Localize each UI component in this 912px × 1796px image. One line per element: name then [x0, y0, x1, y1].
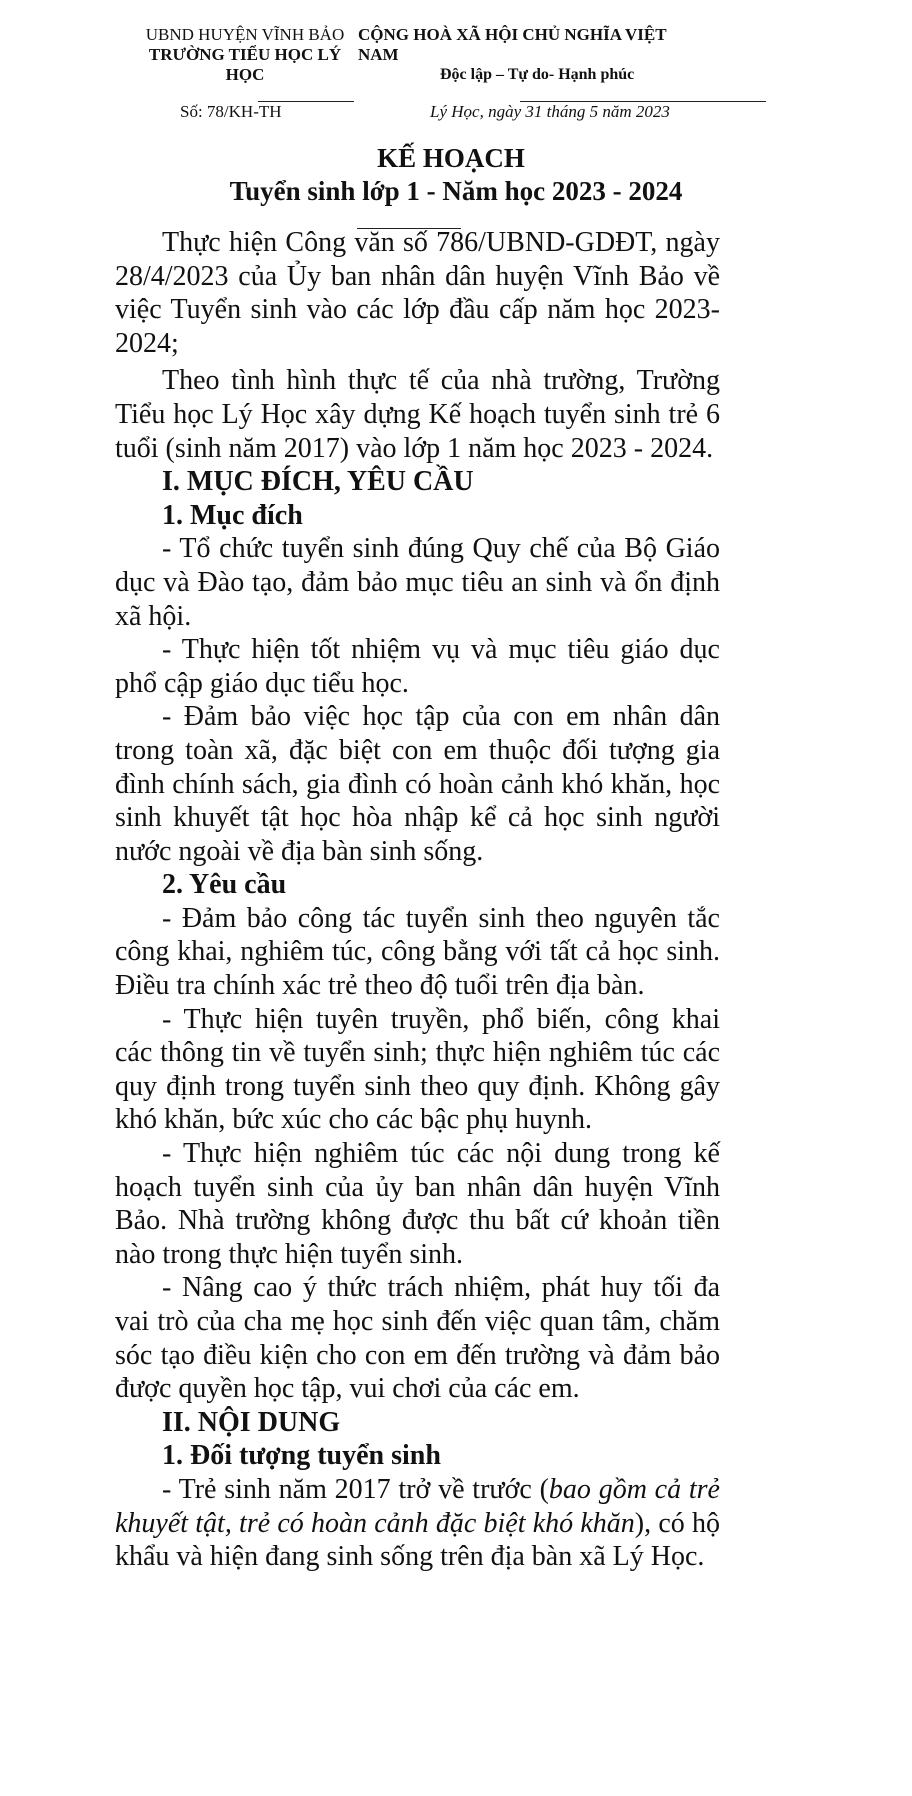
national-title-line: CỘNG HOÀ XÃ HỘI CHỦ NGHĨA VIỆT	[358, 25, 667, 44]
text-line: 1. Đối tượng tuyển sinh	[162, 1440, 441, 1472]
paragraph	[115, 226, 720, 360]
paragraph	[115, 1271, 720, 1405]
subtitle: Tuyển sinh lớp 1 - Năm học 2023 - 2024	[229, 176, 683, 206]
paragraph	[115, 700, 720, 868]
section-heading	[115, 868, 720, 902]
text-line: - Thực hiện nghiêm túc các nội dung trong kế	[162, 1138, 720, 1170]
national-title	[358, 25, 718, 85]
text-line: việc Tuyển sinh vào các lớp đầu cấp năm học 2023-	[115, 294, 720, 326]
text-line: - Tổ chức tuyển sinh đúng Quy chế của Bộ Giáo	[162, 533, 720, 565]
text-line	[115, 1507, 720, 1541]
text-line: vai trò của cha mẹ học sinh đến việc quan tâm, chăm	[115, 1306, 720, 1337]
agency-line: UBND HUYỆN VĨNH BẢO	[145, 25, 345, 44]
paragraph	[115, 902, 720, 1003]
text-line: xã hội.	[115, 600, 192, 632]
text-line: - Nâng cao ý thức trách nhiệm, phát huy tối đa	[162, 1272, 720, 1304]
text-line: II. NỘI DUNG	[162, 1406, 341, 1438]
paragraph	[115, 1003, 720, 1137]
paragraph	[115, 1137, 720, 1271]
text-run: ), có hộ	[634, 1507, 720, 1539]
paragraph	[115, 364, 720, 465]
text-line: các thông tin về tuyển sinh; thực hiện nghiêm túc các	[115, 1037, 720, 1069]
text-line: trong toàn xã, đặc biệt con em thuộc đối tượng gia	[115, 734, 720, 766]
text-line: Điều tra chính xác trẻ theo độ tuổi trên địa bàn.	[115, 970, 645, 1002]
national-title-line: NAM	[358, 45, 399, 64]
text-line: - Thực hiện tốt nhiệm vụ và mục tiêu giáo dục	[162, 634, 720, 666]
text-line: - Đảm bảo việc học tập của con em nhân dân	[162, 701, 720, 733]
school-name-line: TRƯỜNG TIỂU HỌC LÝ	[148, 45, 342, 64]
text-line: 1. Mục đích	[162, 499, 303, 531]
title: KẾ HOẠCH	[377, 143, 525, 173]
text-line: - Thực hiện tuyên truyền, phổ biến, công khai	[162, 1003, 720, 1035]
text-run: - Trẻ sinh năm 2017 trở về trước (	[162, 1473, 549, 1505]
text-line: phổ cập giáo dục tiểu học.	[115, 667, 409, 699]
text-line: nào trong thực hiện tuyển sinh.	[115, 1238, 464, 1270]
text-line: sinh khuyết tật học hòa nhập kể cả học sinh người	[115, 802, 720, 834]
document-number: Số: 78/KH-TH	[180, 102, 282, 121]
section-heading	[115, 465, 720, 499]
text-line: khó khăn, bức xúc cho các bậc phụ huynh.	[115, 1104, 593, 1136]
text-line: - Đảm bảo công tác tuyển sinh theo nguyên tắc	[162, 902, 720, 934]
text-line	[115, 1473, 720, 1507]
paragraph	[115, 633, 720, 700]
school-name-line: HỌC	[225, 65, 265, 84]
document-date: Lý Học, ngày 31 tháng 5 năm 2023	[430, 102, 670, 121]
issuing-agency	[120, 25, 370, 85]
text-line: Theo tình hình thực tế của nhà trường, Trường	[162, 365, 720, 397]
text-line: Tiểu học Lý Học xây dựng Kế hoạch tuyển sinh trẻ 6	[115, 398, 720, 430]
italic-text-run: khuyết tật, trẻ có hoàn cảnh đặc biệt khó khăn	[115, 1507, 635, 1539]
text-line: Bảo. Nhà trường không được thu bất cứ khoản tiền	[115, 1205, 720, 1237]
paragraph	[115, 532, 720, 633]
document-title	[0, 142, 912, 208]
text-line: 28/4/2023 của Ủy ban nhân dân huyện Vĩnh Bảo về	[115, 260, 720, 292]
national-motto: Độc lập – Tự do- Hạnh phúc	[440, 66, 635, 83]
text-line: đình chính sách, gia đình có hoàn cảnh khó khăn, học	[115, 768, 720, 800]
paragraph	[115, 1473, 720, 1574]
text-line: quy định trong tuyển sinh theo quy định. Không gây	[115, 1070, 720, 1102]
text-line: nước ngoài về địa bàn sinh sống.	[115, 835, 484, 867]
text-line: khẩu và hiện đang sinh sống trên địa bàn xã Lý Học.	[115, 1541, 705, 1573]
text-line: dục và Đào tạo, đảm bảo mục tiêu an sinh và ổn định	[115, 566, 720, 598]
document-body	[115, 226, 720, 1574]
section-heading	[115, 1406, 720, 1440]
text-line: hoạch tuyển sinh của ủy ban nhân dân huyện Vĩnh	[115, 1171, 720, 1203]
text-line: sóc tạo điều kiện cho con em đến trường và đảm bảo	[115, 1339, 720, 1371]
text-line: 2024;	[115, 327, 179, 359]
text-line: công khai, nghiêm túc, công bằng với tất cả học sinh.	[115, 936, 720, 968]
section-heading	[115, 1439, 720, 1473]
text-line: Thực hiện Công văn số 786/UBND-GDĐT, ngày	[162, 227, 720, 258]
text-line: được quyền học tập, vui chơi của các em.	[115, 1373, 580, 1405]
italic-text-run: bao gồm cả trẻ	[548, 1473, 720, 1505]
text-line: I. MỤC ĐÍCH, YÊU CẦU	[162, 466, 474, 498]
section-heading	[115, 499, 720, 533]
text-line: tuổi (sinh năm 2017) vào lớp 1 năm học 2023 - 2024.	[115, 432, 714, 464]
text-line: 2. Yêu cầu	[162, 869, 287, 901]
